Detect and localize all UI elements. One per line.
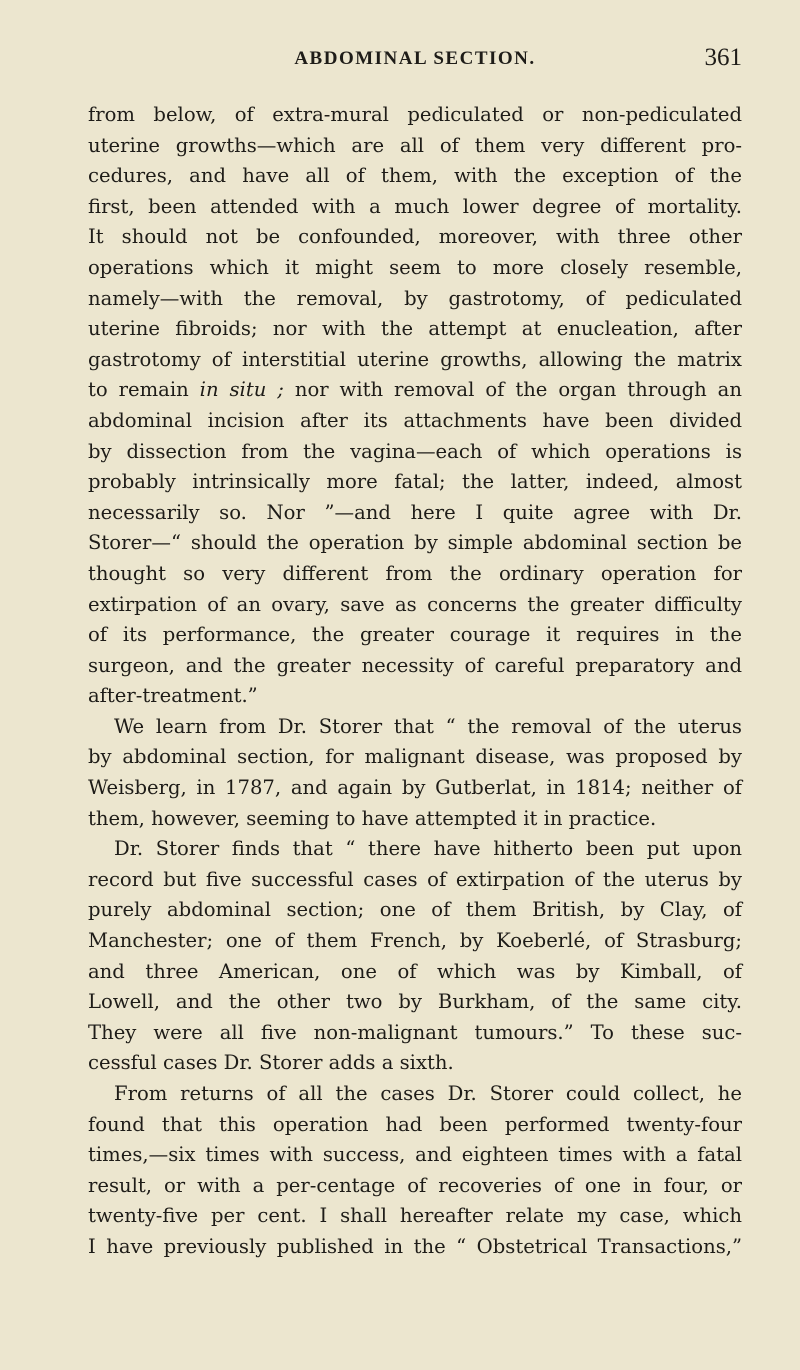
text-line: after-treatment.”: [88, 684, 258, 708]
text-line: Lowell, and the other two by Burkham, of the same city.: [88, 990, 742, 1014]
text-line: times,—six times with success, and eighteen times with a fatal: [88, 1143, 742, 1167]
text-line: Manchester; one of them French, by Koeberlé, of Strasburg;: [88, 929, 742, 953]
paragraph-2: [88, 712, 742, 834]
text-line: abdominal incision after its attachments have been divided: [88, 408, 742, 432]
text-line: from below, of extra-mural pediculated or non-pediculated: [88, 103, 742, 126]
text-line: namely—with the removal, by gastrotomy, of pediculated: [88, 286, 742, 310]
text-line: I have previously published in the “ Obstetrical Transactions,”: [88, 1234, 742, 1258]
text-line-with-italic: [88, 375, 742, 406]
text-line: cedures, and have all of them, with the exception of the: [88, 164, 742, 188]
text-line: found that this operation had been performed twenty-four: [88, 1112, 742, 1136]
page-number: 361: [704, 44, 742, 71]
text-line: them, however, seeming to have attempted it in practice.: [88, 806, 657, 830]
text-line: gastrotomy of interstitial uterine growths, allowing the matrix: [88, 347, 742, 371]
text-line: Weisberg, in 1787, and again by Gutberlat, in 1814; neither of: [88, 776, 742, 800]
text-line: uterine growths—which are all of them very different pro-: [88, 133, 742, 157]
text-line: of its performance, the greater courage it requires in the: [88, 623, 742, 647]
text-line: It should not be confounded, moreover, with three other: [88, 225, 742, 249]
text-line: They were all five non-malignant tumours.” To these suc-: [88, 1020, 742, 1044]
text-line: Dr. Storer finds that “ there have hitherto been put upon: [114, 837, 742, 861]
paragraph-1: [88, 100, 742, 712]
text-line: cessful cases Dr. Storer adds a sixth.: [88, 1051, 454, 1075]
text-line: thought so very different from the ordinary operation for: [88, 561, 742, 585]
text-line: probably intrinsically more fatal; the latter, indeed, almost: [88, 470, 742, 494]
text-line: twenty-five per cent. I shall hereafter relate my case, which: [88, 1204, 742, 1228]
text-line: and three American, one of which was by Kimball, of: [88, 959, 742, 983]
italic-phrase: in situ ;: [199, 378, 284, 402]
text-line: From returns of all the cases Dr. Storer could collect, he: [114, 1082, 742, 1105]
text-line: Storer—“ should the operation by simple abdominal section be: [88, 531, 742, 555]
text-fragment: nor with removal of the organ through an: [283, 378, 742, 402]
paragraph-3: [88, 834, 742, 1079]
body-text: [88, 100, 742, 1263]
text-line: extirpation of an ovary, save as concerns the greater difficulty: [88, 592, 742, 616]
paragraph-4: [88, 1079, 742, 1263]
text-line: uterine fibroids; nor with the attempt at enucleation, after: [88, 317, 742, 341]
text-line: operations which it might seem to more closely resemble,: [88, 255, 742, 279]
text-line: necessarily so. Nor ”—and here I quite agree with Dr.: [88, 500, 742, 524]
text-line: by dissection from the vagina—each of which operations is: [88, 439, 742, 463]
text-line: by abdominal section, for malignant disease, was proposed by: [88, 745, 742, 769]
text-line: We learn from Dr. Storer that “ the removal of the uterus: [114, 714, 742, 738]
text-line: purely abdominal section; one of them British, by Clay, of: [88, 898, 742, 922]
text-line: result, or with a per-centage of recoveries of one in four, or: [88, 1173, 742, 1197]
running-title: ABDOMINAL SECTION.: [294, 48, 536, 69]
text-line: first, been attended with a much lower degree of mortality.: [88, 194, 742, 218]
text-line: record but five successful cases of extirpation of the uterus by: [88, 867, 742, 891]
text-line: surgeon, and the greater necessity of careful preparatory and: [88, 653, 742, 677]
text-fragment: to remain: [88, 378, 200, 402]
running-head: [88, 44, 742, 84]
